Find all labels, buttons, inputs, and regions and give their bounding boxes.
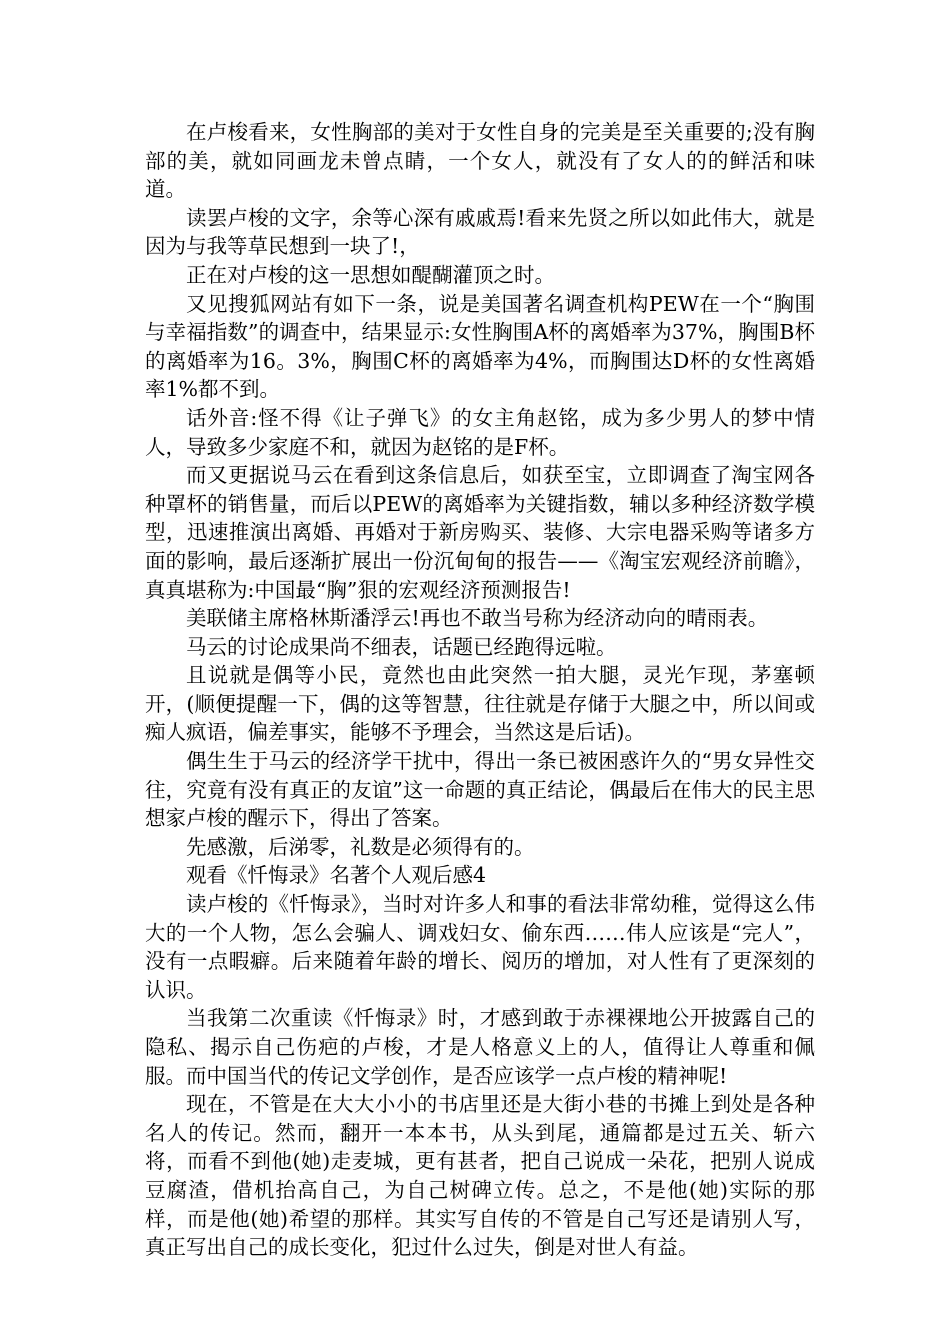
paragraph: 美联储主席格林斯潘浮云!再也不敢当号称为经济动向的晴雨表。: [186, 606, 769, 631]
paragraph: 而又更据说马云在看到这条信息后，如获至宝，立即调查了淘宝网各种罩杯的销售量，而后以PEW的离婚率为关键指数，辅以多种经济数学模型，迅速推演出离婚、再婚对于新房购买、装修、大宗电器采购等诸多方面的影响，最后逐渐扩展出一份沉甸甸的报告——《淘宝宏观经济前瞻》，真真堪称为:中国最“胸”狠的宏观经济预测报告!: [145, 463, 815, 602]
paragraph: 读罢卢梭的文字，余等心深有戚戚焉!看来先贤之所以如此伟大，就是因为与我等草民想到一块了!，: [145, 205, 815, 259]
paragraph: 正在对卢梭的这一思想如醍醐灌顶之时。: [186, 262, 555, 287]
paragraph: 在卢梭看来，女性胸部的美对于女性自身的完美是至关重要的;没有胸部的美，就如同画龙未曾点睛，一个女人，就没有了女人的的鲜活和味道。: [145, 120, 815, 202]
paragraph: 马云的讨论成果尚不细表，话题已经跑得远啦。: [186, 634, 617, 659]
paragraph: 又见搜狐网站有如下一条，说是美国著名调查机构PEW在一个“胸围与幸福指数”的调查中，结果显示:女性胸围A杯的离婚率为37%，胸围B杯的离婚率为16。3%，胸围C杯的离婚率为4%，而胸围达D杯的女性离婚率1%都不到。: [145, 291, 815, 402]
paragraph: 偶生生于马云的经济学干扰中，得出一条已被困惑许久的“男女异性交往，究竟有没有真正的友谊”这一命题的真正结论，偶最后在伟大的民主思想家卢梭的醒示下，得出了答案。: [145, 749, 815, 831]
paragraph: 当我第二次重读《忏悔录》时，才感到敢于赤裸裸地公开披露自己的隐私、揭示自己伤疤的卢梭，才是人格意义上的人，值得让人尊重和佩服。而中国当代的传记文学创作，是否应该学一点卢梭的精神呢!: [145, 1006, 815, 1088]
section-heading: 观看《忏悔录》名著个人观后感4: [186, 863, 487, 888]
document-page: [145, 118, 815, 1262]
paragraph: 先感激，后涕零，礼数是必须得有的。: [186, 834, 535, 859]
paragraph: 读卢梭的《忏悔录》，当时对许多人和事的看法非常幼稚，觉得这么伟大的一个人物，怎么会骗人、调戏妇女、偷东西……伟人应该是“完人”，没有一点暇癖。后来随着年龄的增长、阅历的增加，对人性有了更深刻的认识。: [145, 892, 815, 1002]
paragraph: 话外音:怪不得《让子弹飞》的女主角赵铭，成为多少男人的梦中情人，导致多少家庭不和，就因为赵铭的是F杯。: [145, 405, 815, 459]
paragraph: 现在，不管是在大大小小的书店里还是大街小巷的书摊上到处是各种名人的传记。然而，翻开一本本书，从头到尾，通篇都是过五关、斩六将，而看不到他(她)走麦城，更有甚者，把自己说成一朵花，把别人说成豆腐渣，借机抬高自己，为自己树碑立传。总之，不是他(她)实际的那样，而是他(她)希望的那样。其实写自传的不管是自己写还是请别人写，真正写出自己的成长变化，犯过什么过失，倒是对世人有益。: [145, 1092, 815, 1260]
paragraph: 且说就是偶等小民，竟然也由此突然一拍大腿，灵光乍现，茅塞顿开，(顺便提醒一下，偶的这等智慧，往往就是存储于大腿之中，所以间或痴人疯语，偏差事实，能够不予理会，当然这是后话)。: [145, 663, 815, 745]
